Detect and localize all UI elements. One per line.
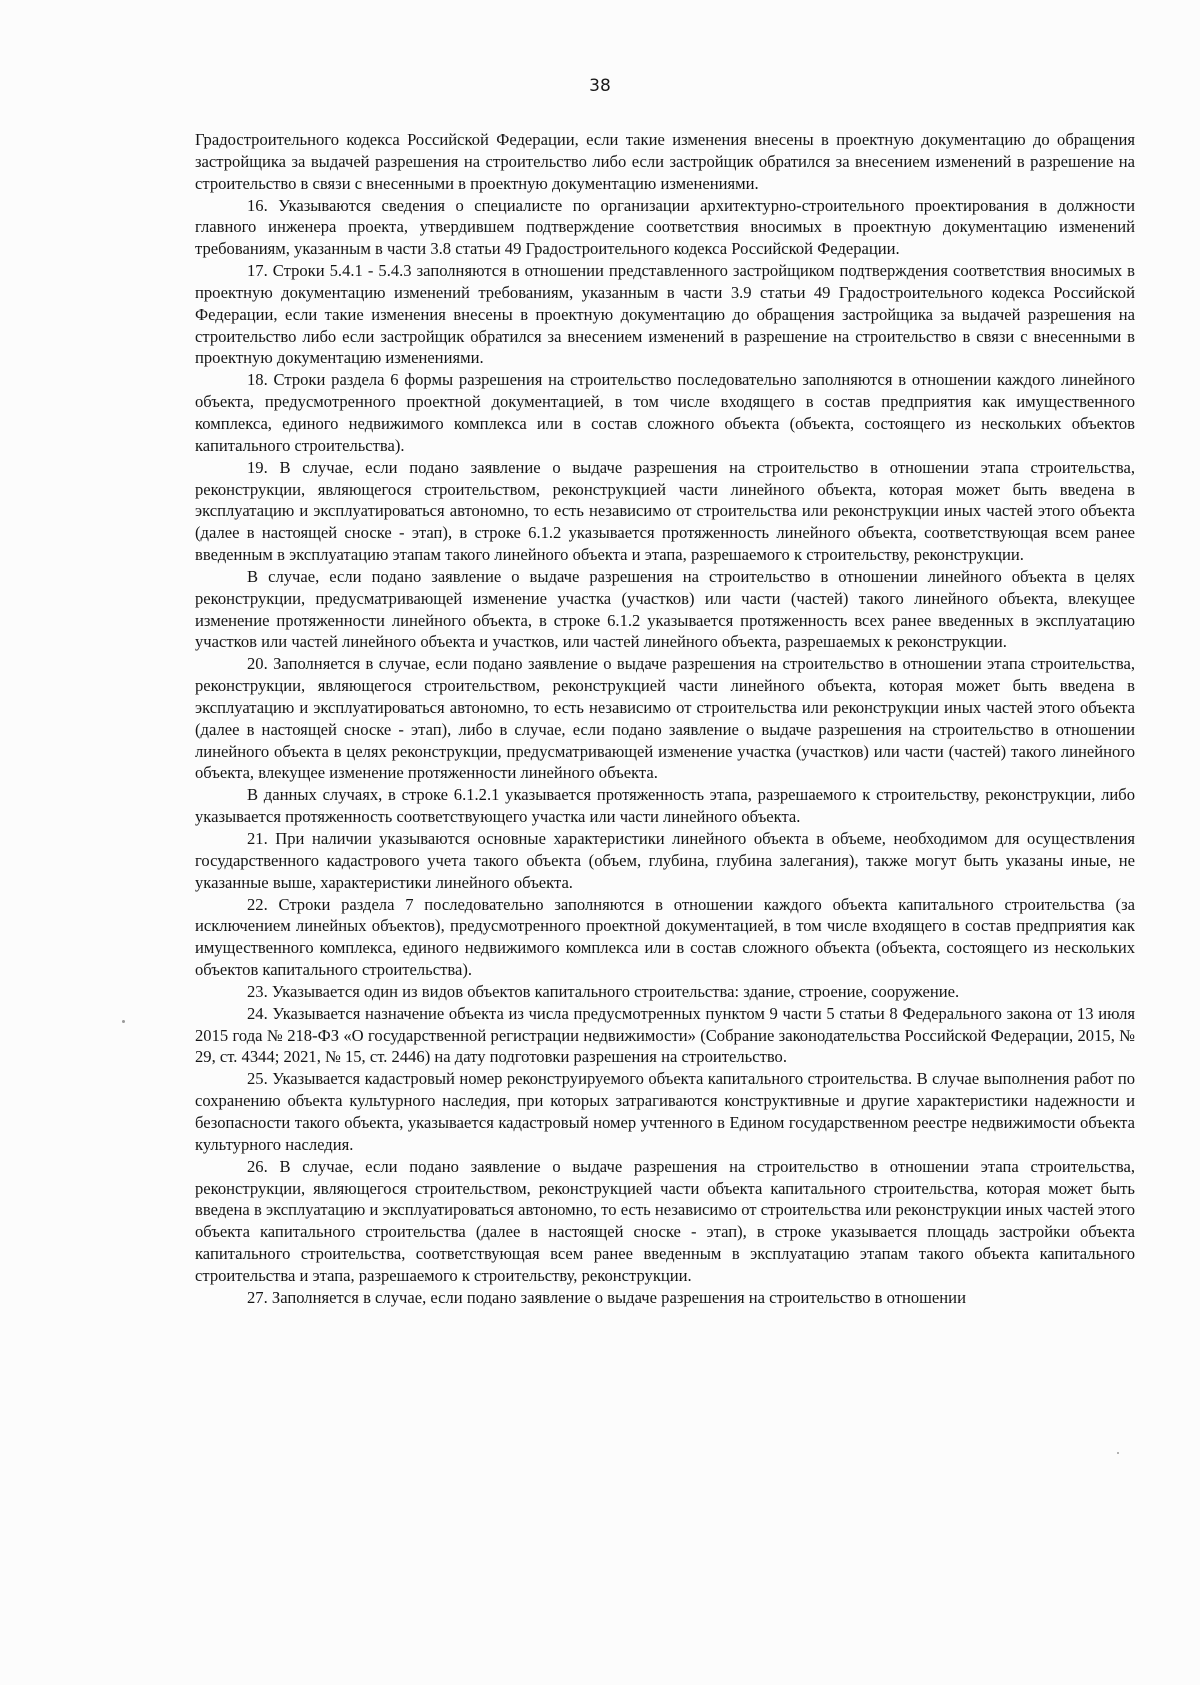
paragraph-16: 16. Указываются сведения о специалисте по организации архитектурно-строительного проектирования в должности главного инженера проекта, утвердившем подтверждение соответствия вносимых в проектную документацию изменений требованиям, указанным в части 3.8 статьи 49 Градостроительного кодекса Российской Федерации. — [195, 195, 1135, 259]
paragraph-27: 27. Заполняется в случае, если подано заявление о выдаче разрешения на строительство в отношении — [247, 1287, 966, 1307]
paragraph-19: 19. В случае, если подано заявление о выдаче разрешения на строительство в отношении этапа строительства, реконструкции, являющегося строительством, реконструкцией части линейного объекта, которая может быть введена в эксплуатацию и эксплуатироваться автономно, то есть независимо от строительства или реконструкции иных частей этого объекта (далее в настоящей сноске - этап), в строке 6.1.2 указывается протяженность линейного объекта, соответствующая всем ранее введенным в эксплуатацию этапам такого линейного объекта и этапа, разрешаемого к строительству, реконструкции. — [195, 457, 1135, 565]
paragraph-25: 25. Указывается кадастровый номер реконструируемого объекта капитального строительства. В случае выполнения работ по сохранению объекта культурного наследия, при которых затрагиваются конструктивные и другие характеристики надежности и безопасности такого объекта, указывается кадастровый номер учтенного в Едином государственном реестре недвижимости объекта культурного наследия. — [195, 1069, 1135, 1154]
paragraph-20-cases: В данных случаях, в строке 6.1.2.1 указывается протяженность этапа, разрешаемого к строительству, реконструкции, либо указывается протяженность соответствующего участка или части линейного объекта. — [195, 785, 1135, 827]
paragraph-23: 23. Указывается один из видов объектов капитального строительства: здание, строение, сооружение. — [247, 981, 960, 1001]
paragraph-continuation: Градостроительного кодекса Российской Федерации, если такие изменения внесены в проектную документацию до обращения застройщика за выдачей разрешения на строительство либо если застройщик обратился за внесением изменений в разрешение на строительство в связи с внесенными в проектную документацию изменениями. — [195, 130, 1135, 193]
scan-speck — [122, 1020, 125, 1023]
paragraph-20: 20. Заполняется в случае, если подано заявление о выдаче разрешения на строительство в отношении этапа строительства, реконструкции, являющегося строительством, реконструкцией части линейного объекта, которая может быть введена в эксплуатацию и эксплуатироваться автономно, то есть независимо от строительства или реконструкции иных частей этого объекта (далее в настоящей сноске - этап), либо в случае, если подано заявление о выдаче разрешения на строительство в отношении линейного объекта в целях реконструкции, предусматривающей изменение участка (участков) или части (частей) такого линейного объекта, влекущее изменение протяженности линейного объекта. — [195, 654, 1135, 783]
paragraph-22: 22. Строки раздела 7 последовательно заполняются в отношении каждого объекта капитального строительства (за исключением линейных объектов), предусмотренного проектной документацией, в том числе входящего в состав предприятия как имущественного комплекса, единого недвижимого комплекса или в состав сложного объекта (объекта, состоящего из нескольких объектов капитального строительства). — [195, 894, 1135, 980]
paragraph-18: 18. Строки раздела 6 формы разрешения на строительство последовательно заполняются в отношении каждого линейного объекта, предусмотренного проектной документацией, в том числе входящего в состав предприятия как имущественного комплекса, единого недвижимого комплекса или в состав сложного объекта (объекта, состоящего из нескольких объектов капитального строительства). — [195, 370, 1135, 455]
paragraph-17: 17. Строки 5.4.1 - 5.4.3 заполняются в отношении представленного застройщиком подтверждения соответствия вносимых в проектную документацию изменений требованиям, указанным в части 3.9 статьи 49 Градостроительного кодекса Российской Федерации, если такие изменения внесены в проектную документацию до обращения застройщика за выдачей разрешения на строительство либо если застройщик обратился за внесением изменений в разрешение на строительство в связи с внесенными в проектную документацию изменениями. — [195, 261, 1135, 368]
page-number: 38 — [589, 76, 611, 96]
paragraph-26: 26. В случае, если подано заявление о выдаче разрешения на строительство в отношении этапа строительства, реконструкции, являющегося строительством, реконструкцией части объекта капитального строительства, которая может быть введена в эксплуатацию и эксплуатироваться автономно, то есть независимо от строительства или реконструкции иных частей этого объекта капитального строительства (далее в настоящей сноске - этап), в строке указывается площадь застройки объекта капитального строительства, соответствующая всем ранее введенным в эксплуатацию этапам такого объекта капитального строительства и этапа, разрешаемого к строительству, реконструкции. — [195, 1156, 1135, 1285]
paragraph-21: 21. При наличии указываются основные характеристики линейного объекта в объеме, необходимом для осуществления государственного кадастрового учета такого объекта (объем, глубина, глубина залегания), также могут быть указаны иные, не указанные выше, характеристики линейного объекта. — [195, 829, 1135, 892]
document-body — [195, 129, 1135, 1309]
paragraph-24: 24. Указывается назначение объекта из числа предусмотренных пунктом 9 части 5 статьи 8 Федерального закона от 13 июля 2015 года № 218-ФЗ «О государственной регистрации недвижимости» (Собрание законодательства Российской Федерации, 2015, № 29, ст. 4344; 2021, № 15, ст. 2446) на дату подготовки разрешения на строительство. — [195, 1003, 1135, 1067]
scan-speck — [1117, 1452, 1119, 1454]
paragraph-19-case: В случае, если подано заявление о выдаче разрешения на строительство в отношении линейного объекта в целях реконструкции, предусматривающей изменение участка (участков) или части (частей) такого линейного объекта, влекущее изменение протяженности линейного объекта, в строке 6.1.2 указывается протяженность всех ранее введенных в эксплуатацию участков или частей линейного объекта и участков, или частей линейного объекта, разрешаемых к реконструкции. — [195, 566, 1135, 652]
